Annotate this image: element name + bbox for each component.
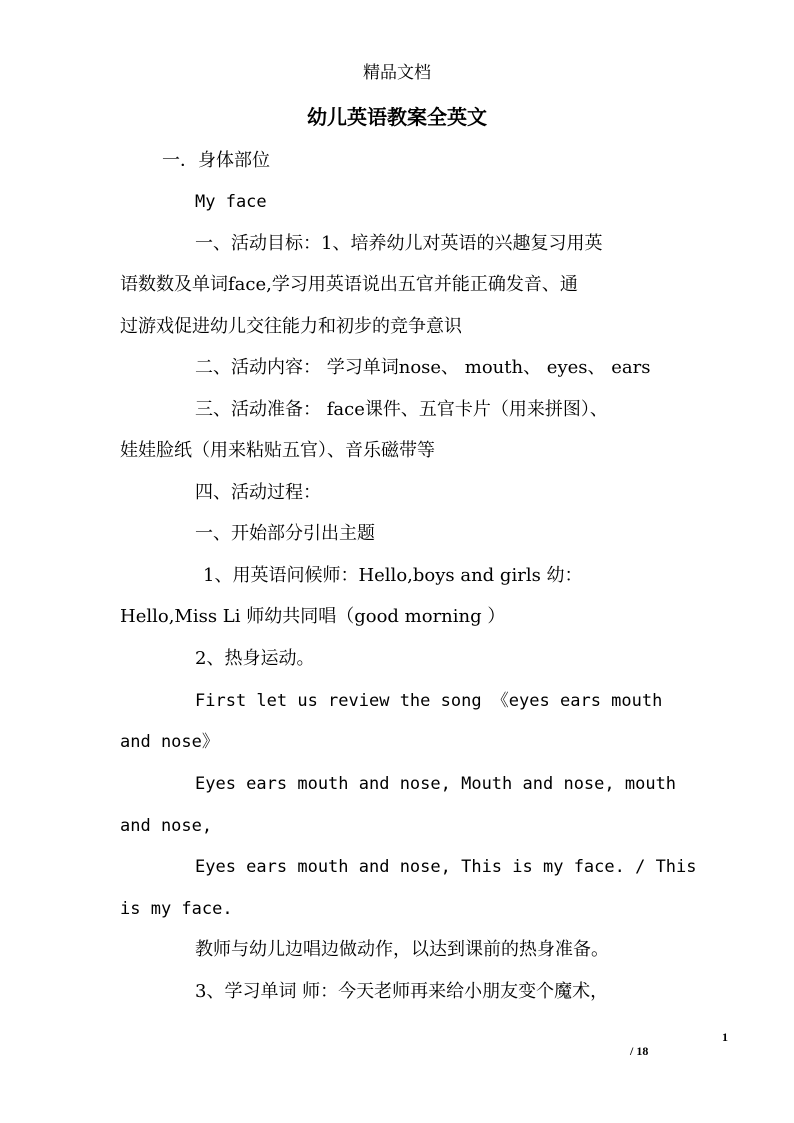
paragraph-line: 3、学习单词 师：今天老师再来给小朋友变个魔术， <box>195 981 609 1002</box>
paragraph-line: 一、活动目标：1、培养幼儿对英语的兴趣复习用英 <box>195 233 603 254</box>
document-header: 精品文档 <box>363 63 431 83</box>
paragraph-line: 2、热身运动。 <box>195 648 315 669</box>
paragraph-line: 三、活动准备： face课件、五官卡片（用来拼图）、 <box>195 399 608 420</box>
section-heading: 一．身体部位 <box>162 150 270 171</box>
paragraph-line: 娃娃脸纸（用来粘贴五官）、音乐磁带等 <box>120 440 435 461</box>
document-title: 幼儿英语教案全英文 <box>307 105 487 129</box>
song-lyric-line: Eyes ears mouth and nose, This is my face. / This <box>195 857 697 877</box>
paragraph-line: First let us review the song 《eyes ears mouth <box>195 691 663 711</box>
paragraph-line: 过游戏促进幼儿交往能力和初步的竞争意识 <box>120 316 462 337</box>
song-lyric-line: is my face. <box>120 899 233 919</box>
paragraph-line: 教师与幼儿边唱边做动作，以达到课前的热身准备。 <box>195 939 609 960</box>
paragraph-line: 语数数及单词face,学习用英语说出五官并能正确发音、通 <box>120 274 578 295</box>
page-number: 1 <box>722 1030 728 1044</box>
lesson-subtitle: My face <box>195 192 267 212</box>
paragraph-line: 1、用英语问候师：Hello,boys and girls 幼： <box>203 565 583 586</box>
song-lyric-line: Eyes ears mouth and nose, Mouth and nose, mouth <box>195 774 677 794</box>
song-lyric-line: and nose, <box>120 816 213 836</box>
paragraph-line: 一、开始部分引出主题 <box>195 523 375 544</box>
paragraph-line: 四、活动过程： <box>195 482 321 503</box>
paragraph-line: 二、活动内容： 学习单词nose、 mouth、 eyes、 ears <box>195 357 651 378</box>
paragraph-line: and nose》 <box>120 732 219 752</box>
page-total: / 18 <box>630 1044 649 1058</box>
paragraph-line: Hello,Miss Li 师幼共同唱（good morning ） <box>120 606 506 627</box>
